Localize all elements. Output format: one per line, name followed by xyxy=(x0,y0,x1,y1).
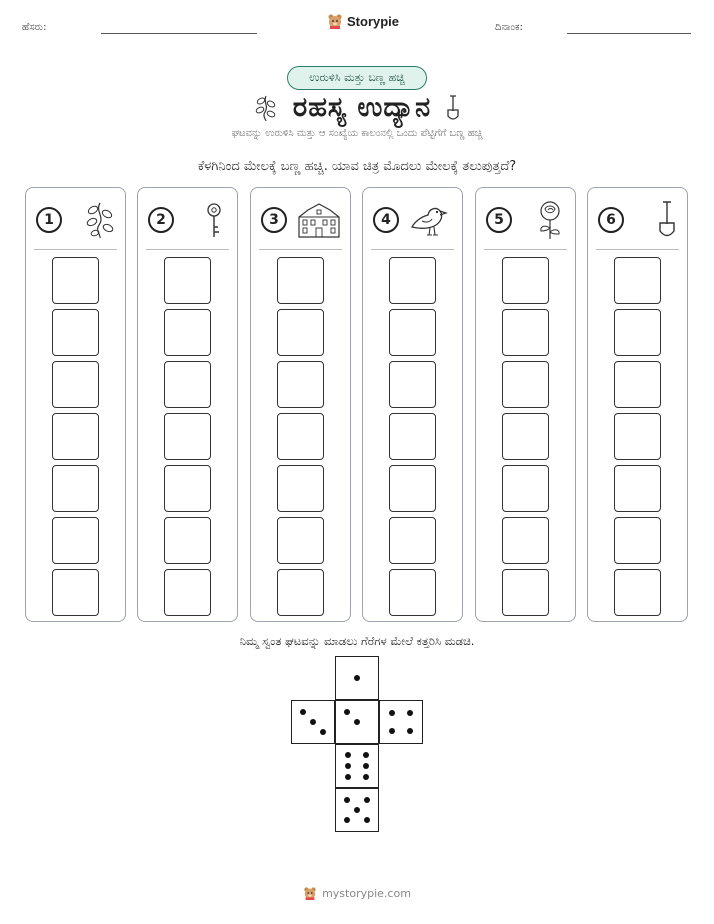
footer xyxy=(0,886,714,900)
color-box[interactable] xyxy=(52,257,99,304)
color-box[interactable] xyxy=(389,465,436,512)
column-2 xyxy=(137,187,238,622)
column-number: 5 xyxy=(486,207,512,233)
color-box[interactable] xyxy=(277,309,324,356)
color-box[interactable] xyxy=(389,309,436,356)
brand-name: Storypie xyxy=(347,13,400,29)
color-box[interactable] xyxy=(164,465,211,512)
color-box[interactable] xyxy=(614,257,661,304)
bear-mascot-icon xyxy=(303,886,317,900)
color-box[interactable] xyxy=(502,361,549,408)
page-title: ರಹಸ್ಯ ಉದ್ಯಾನ xyxy=(292,92,432,123)
color-box[interactable] xyxy=(52,413,99,460)
color-box[interactable] xyxy=(52,465,99,512)
color-box[interactable] xyxy=(164,569,211,616)
die-face-1 xyxy=(335,656,379,700)
color-box[interactable] xyxy=(502,517,549,564)
column-3 xyxy=(250,187,351,622)
color-box[interactable] xyxy=(614,413,661,460)
color-box[interactable] xyxy=(614,569,661,616)
column-5 xyxy=(475,187,576,622)
color-box[interactable] xyxy=(52,361,99,408)
column-number: 2 xyxy=(148,207,174,233)
activity-pill: ಉರುಳಿಸಿ ಮತ್ತು ಬಣ್ಣ ಹಚ್ಚಿ xyxy=(287,66,427,90)
color-box[interactable] xyxy=(389,413,436,460)
question: ಕೆಳಗಿನಿಂದ ಮೇಲಕ್ಕೆ ಬಣ್ಣ ಹಚ್ಚಿ. ಯಾವ ಚಿತ್ರ ಮೊದಲು ಮೇಲಕ್ಕೆ ತಲುಪುತ್ತದೆ? xyxy=(197,159,517,174)
color-box[interactable] xyxy=(614,309,661,356)
color-box[interactable] xyxy=(389,257,436,304)
footer-url[interactable]: mystorypie.com xyxy=(322,886,411,900)
key-icon xyxy=(199,201,229,239)
vine-icon xyxy=(83,201,117,239)
column-1 xyxy=(25,187,126,622)
color-box[interactable] xyxy=(52,309,99,356)
die-face-6 xyxy=(335,744,379,788)
color-box[interactable] xyxy=(277,361,324,408)
column-number: 4 xyxy=(373,207,399,233)
color-box[interactable] xyxy=(614,361,661,408)
bird-icon xyxy=(410,201,454,239)
brand-logo xyxy=(327,13,399,29)
date-label: ದಿನಾಂಕ: xyxy=(495,22,523,33)
color-box[interactable] xyxy=(502,413,549,460)
die-face-4 xyxy=(379,700,423,744)
color-box[interactable] xyxy=(277,257,324,304)
title-row xyxy=(0,92,714,124)
color-box[interactable] xyxy=(502,257,549,304)
shovel-icon xyxy=(445,94,461,122)
date-line[interactable] xyxy=(567,33,691,34)
name-label: ಹೆಸರು: xyxy=(22,22,47,33)
color-box[interactable] xyxy=(277,413,324,460)
color-box[interactable] xyxy=(164,257,211,304)
die-face-2 xyxy=(335,700,379,744)
color-box[interactable] xyxy=(164,517,211,564)
color-box[interactable] xyxy=(614,465,661,512)
column-6 xyxy=(587,187,688,622)
color-box[interactable] xyxy=(614,517,661,564)
color-box[interactable] xyxy=(277,569,324,616)
color-box[interactable] xyxy=(52,517,99,564)
color-box[interactable] xyxy=(277,517,324,564)
subtitle: ಘಟವನ್ನು ಉರುಳಿಸಿ ಮತ್ತು ಆ ಸಂಖ್ಯೆಯ ಕಾಲಂನಲ್ಲಿ ಒಂದು ಪೆಟ್ಟಿಗೆಗೆ ಬಣ್ಣ ಹಚ್ಚಿ xyxy=(231,128,483,139)
color-box[interactable] xyxy=(502,309,549,356)
mansion-icon xyxy=(296,201,342,239)
color-box[interactable] xyxy=(164,413,211,460)
column-number: 6 xyxy=(598,207,624,233)
color-box[interactable] xyxy=(164,361,211,408)
die-face-5 xyxy=(335,788,379,832)
column-number: 3 xyxy=(261,207,287,233)
column-4 xyxy=(362,187,463,622)
die-face-3 xyxy=(291,700,335,744)
vine-icon xyxy=(253,94,279,122)
column-number: 1 xyxy=(36,207,62,233)
color-box[interactable] xyxy=(389,361,436,408)
color-box[interactable] xyxy=(389,569,436,616)
color-box[interactable] xyxy=(389,517,436,564)
shovel-icon xyxy=(655,200,679,240)
color-box[interactable] xyxy=(277,465,324,512)
color-box[interactable] xyxy=(164,309,211,356)
color-box[interactable] xyxy=(502,465,549,512)
color-box[interactable] xyxy=(502,569,549,616)
name-line[interactable] xyxy=(101,33,257,34)
die-instruction: ನಿಮ್ಮ ಸ್ವಂತ ಘಟವನ್ನು ಮಾಡಲು ಗೆರೆಗಳ ಮೇಲೆ ಕತ್ತರಿಸಿ ಮಡಚಿ. xyxy=(239,634,475,648)
bear-mascot-icon xyxy=(327,13,343,29)
color-box[interactable] xyxy=(52,569,99,616)
rose-icon xyxy=(533,200,567,240)
